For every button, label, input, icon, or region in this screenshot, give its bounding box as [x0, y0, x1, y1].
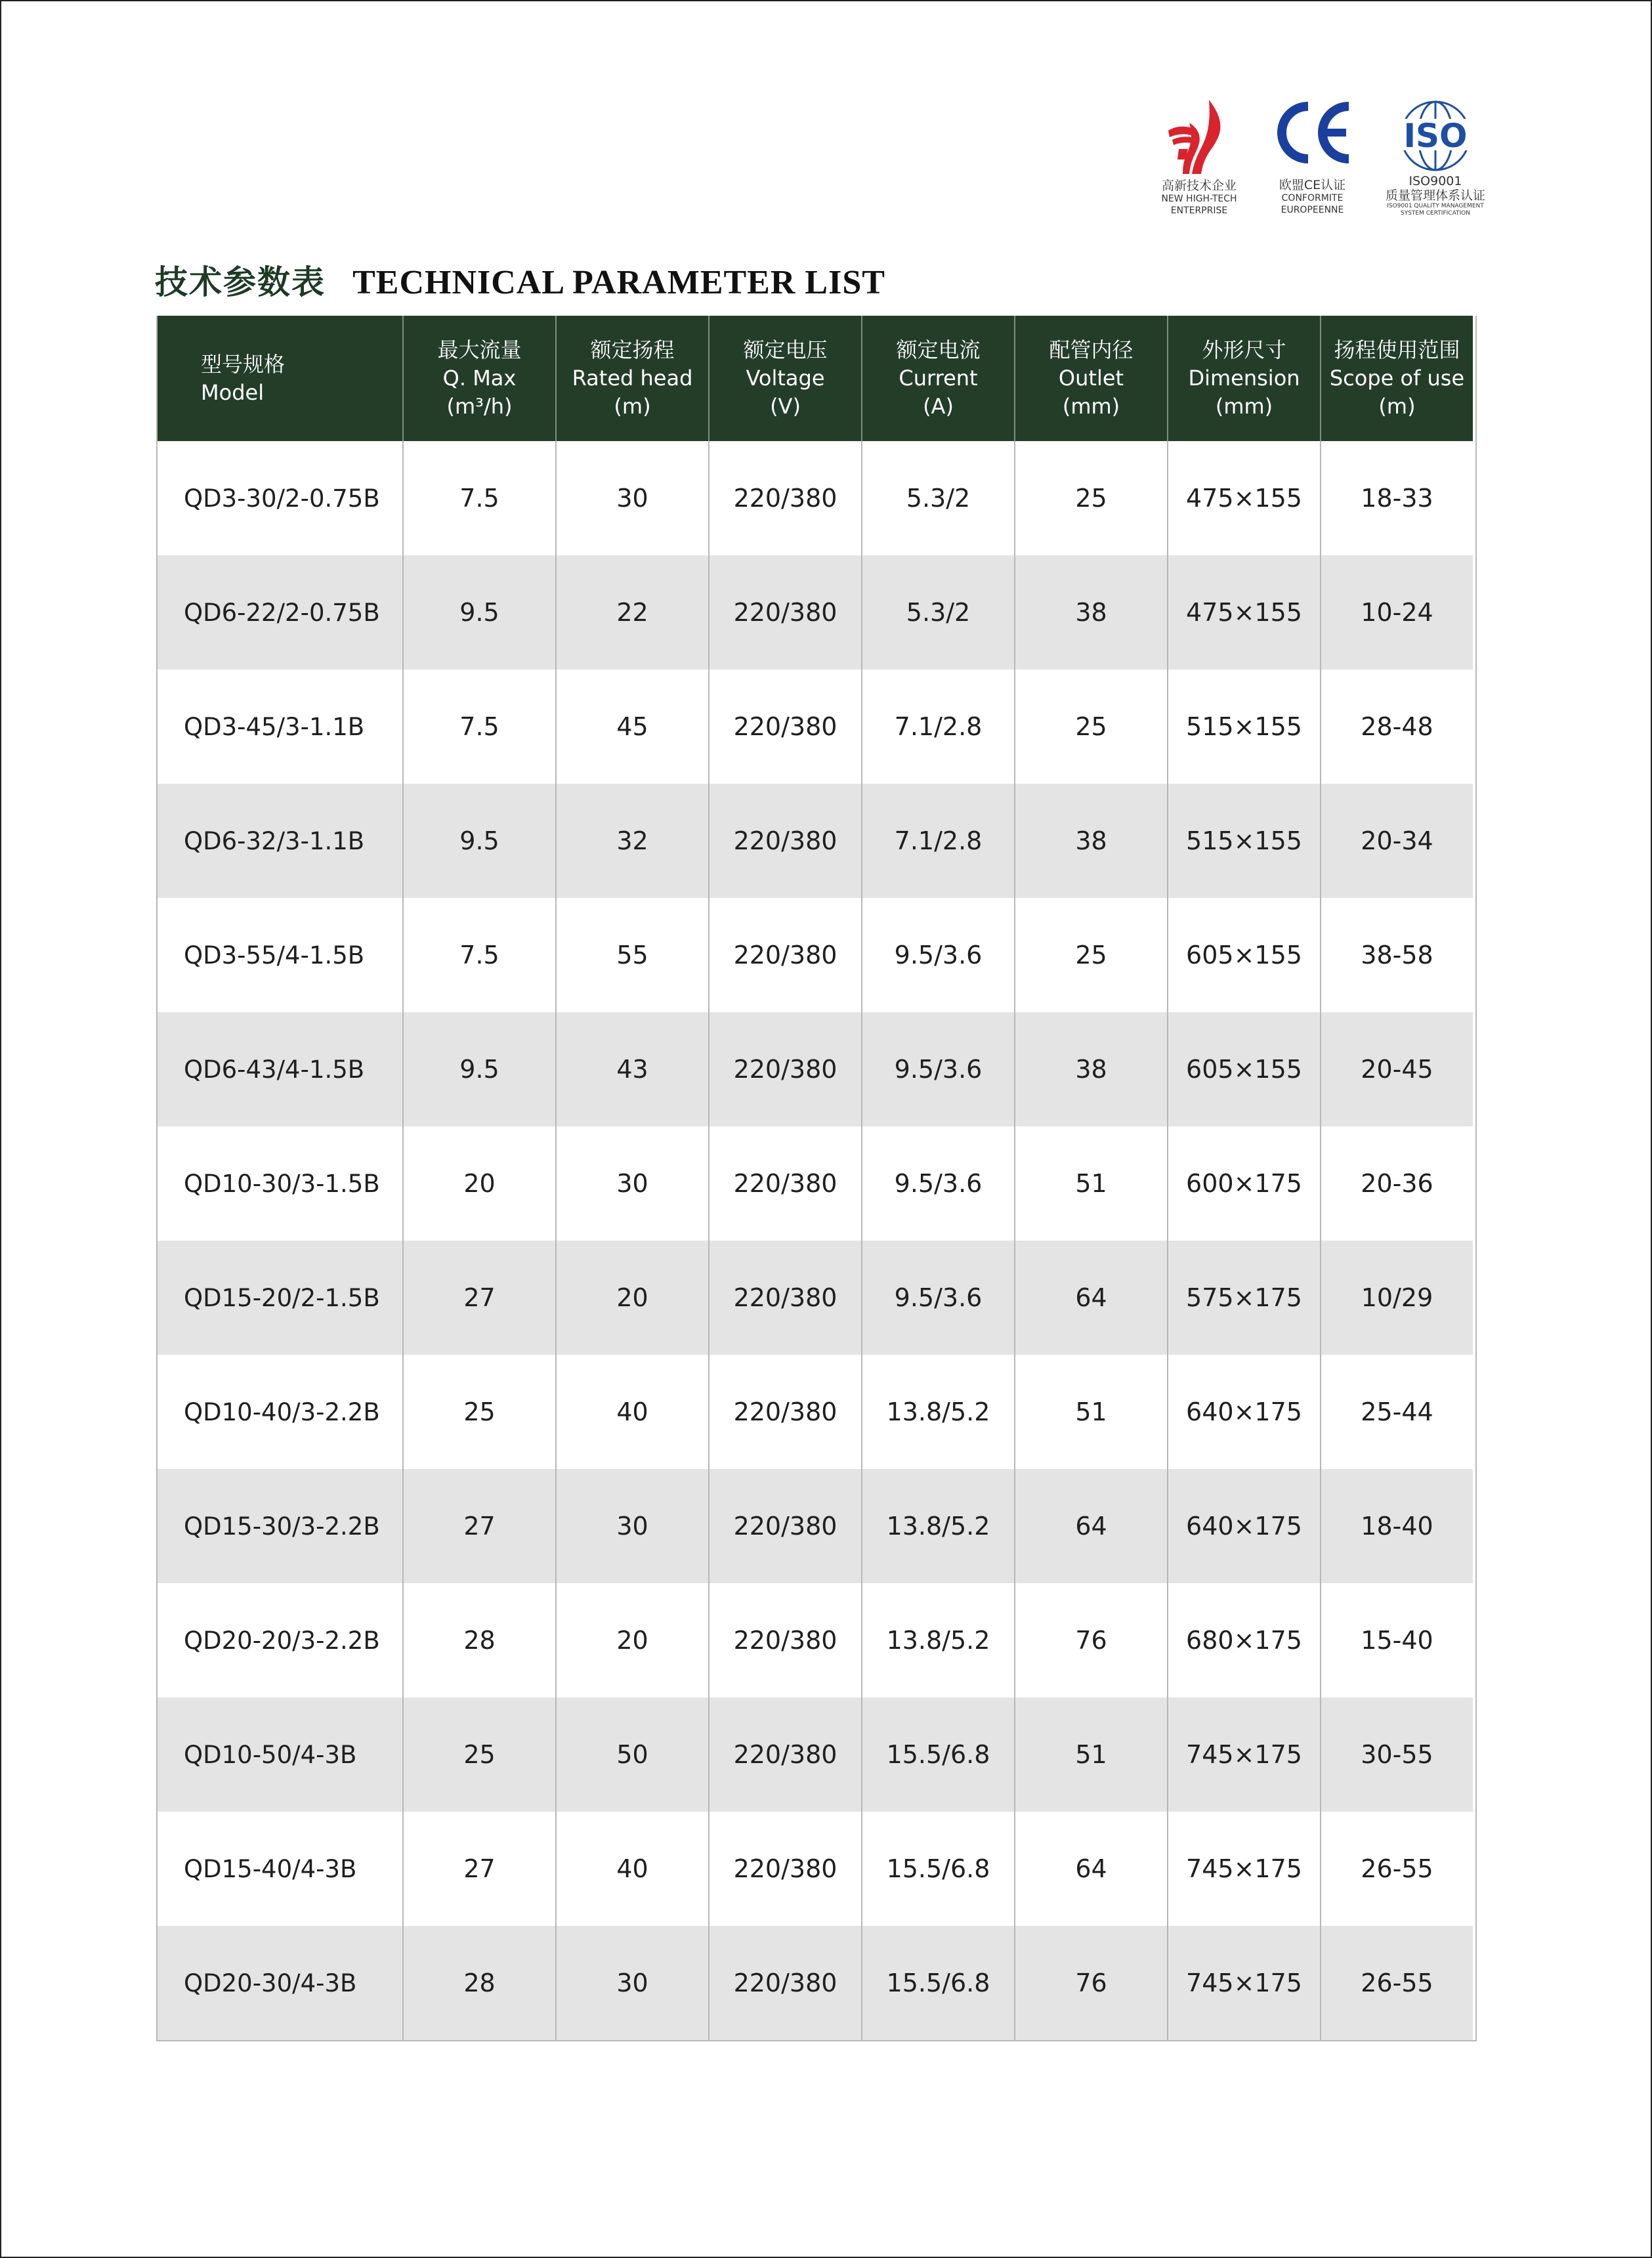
cell-q-max: 9.5 — [403, 1012, 556, 1126]
column-header-en: Outlet — [1058, 366, 1124, 391]
cell-q-max: 9.5 — [403, 784, 556, 898]
cell-outlet: 38 — [1015, 555, 1168, 670]
cell-model: QD3-45/3-1.1B — [158, 670, 403, 784]
cell-outlet: 76 — [1015, 1926, 1168, 2040]
cell-q-max: 7.5 — [403, 441, 556, 555]
high-tech-label-cn: 高新技术企业 — [1161, 179, 1237, 193]
cell-model: QD6-32/3-1.1B — [158, 784, 403, 898]
iso-globe-icon — [1393, 96, 1478, 174]
cell-rated-head: 55 — [556, 898, 709, 1012]
table-row — [158, 1583, 1473, 1697]
cell-current: 9.5/3.6 — [862, 1241, 1015, 1355]
cell-outlet: 64 — [1015, 1469, 1168, 1583]
iso-label-1: ISO9001 — [1408, 174, 1462, 188]
cell-rated-head: 30 — [556, 1926, 709, 2040]
cell-rated-head: 45 — [556, 670, 709, 784]
column-header-cn: 配管内径 — [1049, 337, 1133, 362]
cell-outlet: 51 — [1015, 1355, 1168, 1469]
cell-dimension: 745×175 — [1168, 1697, 1321, 1812]
table-row — [158, 555, 1473, 670]
column-header-cn: 额定扬程 — [590, 337, 675, 362]
ce-label-en-1: CONFORMITE — [1281, 193, 1344, 203]
cell-outlet: 51 — [1015, 1697, 1168, 1812]
cell-q-max: 27 — [403, 1469, 556, 1583]
cell-current: 13.8/5.2 — [862, 1355, 1015, 1469]
cell-current: 9.5/3.6 — [862, 898, 1015, 1012]
cell-rated-head: 32 — [556, 784, 709, 898]
cell-dimension: 600×175 — [1168, 1126, 1321, 1241]
table-row — [158, 1012, 1473, 1126]
cell-rated-head: 30 — [556, 1126, 709, 1241]
cell-outlet: 64 — [1015, 1812, 1168, 1926]
table-body — [158, 441, 1473, 2040]
cell-scope-of-use: 10-24 — [1321, 555, 1473, 670]
column-header-outlet — [1015, 316, 1168, 441]
column-header-q-max — [403, 316, 556, 441]
cell-voltage: 220/380 — [709, 1583, 862, 1697]
cell-current: 5.3/2 — [862, 441, 1015, 555]
cell-q-max: 28 — [403, 1583, 556, 1697]
cell-dimension: 640×175 — [1168, 1469, 1321, 1583]
cell-q-max: 25 — [403, 1355, 556, 1469]
table-row — [158, 1697, 1473, 1812]
ce-label-cn: 欧盟CE认证 — [1279, 178, 1346, 192]
cell-outlet: 25 — [1015, 670, 1168, 784]
cell-current: 13.8/5.2 — [862, 1583, 1015, 1697]
column-header-cn: 型号规格 — [201, 351, 286, 377]
cell-scope-of-use: 15-40 — [1321, 1583, 1473, 1697]
cell-voltage: 220/380 — [709, 1355, 862, 1469]
cell-rated-head: 22 — [556, 555, 709, 670]
column-header-current — [862, 316, 1015, 441]
cell-q-max: 9.5 — [403, 555, 556, 670]
cell-scope-of-use: 18-33 — [1321, 441, 1473, 555]
cell-dimension: 680×175 — [1168, 1583, 1321, 1697]
cell-q-max: 27 — [403, 1812, 556, 1926]
column-header-scope-of-use — [1321, 316, 1473, 441]
cell-model: QD15-40/4-3B — [158, 1812, 403, 1926]
cell-model: QD6-43/4-1.5B — [158, 1012, 403, 1126]
cell-voltage: 220/380 — [709, 670, 862, 784]
cell-current: 7.1/2.8 — [862, 784, 1015, 898]
page-title-en: TECHNICAL PARAMETER LIST — [352, 264, 885, 301]
column-header-en: Model — [201, 379, 265, 405]
technical-parameter-table — [158, 316, 1473, 2040]
column-header-cn: 扬程使用范围 — [1334, 337, 1460, 362]
iso-label-en-1: ISO9001 QUALITY MANAGEMENT — [1387, 203, 1484, 209]
cell-outlet: 76 — [1015, 1583, 1168, 1697]
cell-current: 15.5/6.8 — [862, 1697, 1015, 1812]
table-row — [158, 1469, 1473, 1583]
cell-voltage: 220/380 — [709, 784, 862, 898]
cell-outlet: 25 — [1015, 441, 1168, 555]
cell-rated-head: 20 — [556, 1241, 709, 1355]
cell-rated-head: 50 — [556, 1697, 709, 1812]
ce-label-en-2: EUROPEENNE — [1281, 205, 1344, 215]
cell-model: QD15-30/3-2.2B — [158, 1469, 403, 1583]
cell-dimension: 605×155 — [1168, 898, 1321, 1012]
table-row — [158, 1355, 1473, 1469]
cell-voltage: 220/380 — [709, 1812, 862, 1926]
cell-outlet: 51 — [1015, 1126, 1168, 1241]
column-header-en: Dimension — [1188, 366, 1300, 391]
column-header-unit: (V) — [770, 394, 801, 419]
cell-q-max: 7.5 — [403, 670, 556, 784]
column-header-en: Current — [899, 366, 978, 391]
cell-dimension: 515×155 — [1168, 784, 1321, 898]
cell-current: 7.1/2.8 — [862, 670, 1015, 784]
cell-q-max: 7.5 — [403, 898, 556, 1012]
cell-current: 9.5/3.6 — [862, 1126, 1015, 1241]
column-header-model — [158, 316, 403, 441]
cell-scope-of-use: 20-34 — [1321, 784, 1473, 898]
cell-dimension: 745×175 — [1168, 1812, 1321, 1926]
cell-voltage: 220/380 — [709, 1126, 862, 1241]
cell-model: QD6-22/2-0.75B — [158, 555, 403, 670]
cell-scope-of-use: 26-55 — [1321, 1926, 1473, 2040]
column-header-en: Voltage — [746, 366, 825, 391]
column-header-unit: (m) — [1378, 394, 1416, 419]
cell-voltage: 220/380 — [709, 1926, 862, 2040]
cell-dimension: 745×175 — [1168, 1926, 1321, 2040]
red-flame-emblem-icon — [1163, 96, 1235, 179]
high-tech-label-en-1: NEW HIGH-TECH — [1161, 194, 1237, 204]
column-header-cn: 额定电压 — [743, 337, 828, 362]
cell-outlet: 64 — [1015, 1241, 1168, 1355]
cell-scope-of-use: 10/29 — [1321, 1241, 1473, 1355]
cell-model: QD3-55/4-1.5B — [158, 898, 403, 1012]
cell-outlet: 38 — [1015, 1012, 1168, 1126]
cell-voltage: 220/380 — [709, 441, 862, 555]
table-row — [158, 898, 1473, 1012]
table-row — [158, 1241, 1473, 1355]
cell-scope-of-use: 20-36 — [1321, 1126, 1473, 1241]
column-header-en: Rated head — [572, 366, 693, 391]
iso-label-cn: 质量管理体系认证 — [1385, 188, 1485, 203]
column-header-voltage — [709, 316, 862, 441]
cell-current: 5.3/2 — [862, 555, 1015, 670]
cell-scope-of-use: 28-48 — [1321, 670, 1473, 784]
cell-dimension: 475×155 — [1168, 555, 1321, 670]
cell-voltage: 220/380 — [709, 555, 862, 670]
cell-rated-head: 30 — [556, 441, 709, 555]
parameter-table-wrapper — [156, 316, 1477, 2041]
table-row — [158, 1926, 1473, 2040]
cell-scope-of-use: 25-44 — [1321, 1355, 1473, 1469]
column-header-cn: 最大流量 — [437, 337, 522, 362]
cell-model: QD15-20/2-1.5B — [158, 1241, 403, 1355]
column-header-unit: (mm) — [1062, 394, 1120, 419]
cell-scope-of-use: 18-40 — [1321, 1469, 1473, 1583]
cell-rated-head: 30 — [556, 1469, 709, 1583]
cell-dimension: 575×175 — [1168, 1241, 1321, 1355]
cell-dimension: 605×155 — [1168, 1012, 1321, 1126]
cell-model: QD20-20/3-2.2B — [158, 1583, 403, 1697]
cell-voltage: 220/380 — [709, 1469, 862, 1583]
cell-q-max: 20 — [403, 1126, 556, 1241]
iso-label-en-2: SYSTEM CERTIFICATION — [1401, 210, 1470, 217]
column-header-en: Scope of use — [1329, 366, 1465, 391]
cell-outlet: 38 — [1015, 784, 1168, 898]
cell-voltage: 220/380 — [709, 1012, 862, 1126]
table-row — [158, 441, 1473, 555]
column-header-unit: (A) — [923, 394, 954, 419]
cell-voltage: 220/380 — [709, 898, 862, 1012]
table-row — [158, 784, 1473, 898]
column-header-dimension — [1168, 316, 1321, 441]
column-header-unit: (mm) — [1215, 394, 1273, 419]
iso-mark-text: ISO — [1403, 117, 1468, 155]
cell-q-max: 27 — [403, 1241, 556, 1355]
column-header-unit: (m³/h) — [446, 394, 513, 419]
cell-outlet: 25 — [1015, 898, 1168, 1012]
table-header-row — [158, 316, 1473, 441]
table-row — [158, 1126, 1473, 1241]
cell-scope-of-use: 26-55 — [1321, 1812, 1473, 1926]
column-header-unit: (m) — [614, 394, 651, 419]
cell-rated-head: 40 — [556, 1355, 709, 1469]
cell-current: 9.5/3.6 — [862, 1012, 1015, 1126]
high-tech-label-en-2: ENTERPRISE — [1170, 205, 1228, 216]
cell-voltage: 220/380 — [709, 1241, 862, 1355]
cell-current: 13.8/5.2 — [862, 1469, 1015, 1583]
cell-rated-head: 40 — [556, 1812, 709, 1926]
cell-dimension: 515×155 — [1168, 670, 1321, 784]
iso-certification-logo — [1380, 96, 1491, 217]
ce-certification-logo — [1265, 96, 1360, 216]
cell-model: QD20-30/4-3B — [158, 1926, 403, 2040]
column-header-rated-head — [556, 316, 709, 441]
column-header-en: Q. Max — [442, 366, 517, 391]
cell-model: QD10-40/3-2.2B — [158, 1355, 403, 1469]
page-title-cn: 技术参数表 — [155, 263, 326, 301]
cell-model: QD10-30/3-1.5B — [158, 1126, 403, 1241]
cell-q-max: 28 — [403, 1926, 556, 2040]
cell-scope-of-use: 20-45 — [1321, 1012, 1473, 1126]
cell-current: 15.5/6.8 — [862, 1812, 1015, 1926]
cell-rated-head: 20 — [556, 1583, 709, 1697]
cell-scope-of-use: 30-55 — [1321, 1697, 1473, 1812]
ce-mark-icon — [1270, 96, 1355, 169]
cell-dimension: 640×175 — [1168, 1355, 1321, 1469]
table-row — [158, 670, 1473, 784]
high-tech-enterprise-logo — [1150, 96, 1248, 217]
cell-scope-of-use: 38-58 — [1321, 898, 1473, 1012]
table-row — [158, 1812, 1473, 1926]
cell-model: QD3-30/2-0.75B — [158, 441, 403, 555]
cell-dimension: 475×155 — [1168, 441, 1321, 555]
cell-voltage: 220/380 — [709, 1697, 862, 1812]
cell-model: QD10-50/4-3B — [158, 1697, 403, 1812]
column-header-cn: 额定电流 — [896, 337, 981, 362]
cell-q-max: 25 — [403, 1697, 556, 1812]
column-header-cn: 外形尺寸 — [1202, 337, 1286, 362]
page-title — [155, 256, 885, 303]
cell-current: 15.5/6.8 — [862, 1926, 1015, 2040]
cell-rated-head: 43 — [556, 1012, 709, 1126]
